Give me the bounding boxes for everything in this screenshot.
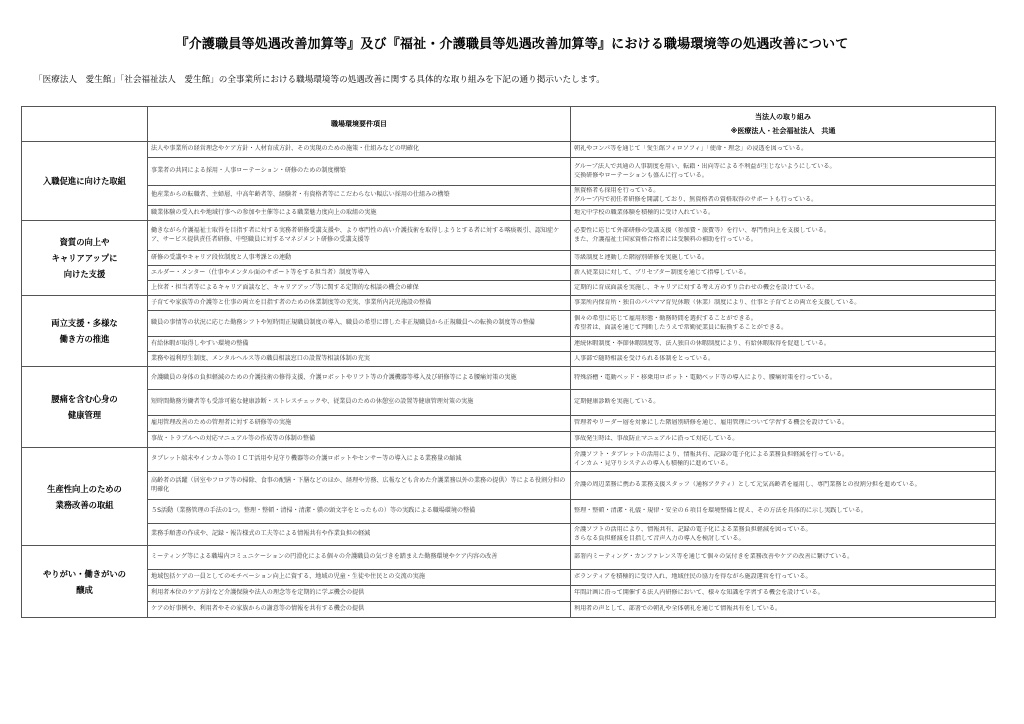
table-row: [22, 432, 996, 448]
category-cell: 腰痛を含む心身の 健康管理: [22, 367, 148, 448]
requirement-cell: 職業体験の受入れや地域行事への参加や主催等による職業魅力度向上の取組の実施: [148, 206, 571, 221]
effort-line: 個々の希望に応じて雇用形態・勤務時間を選択することができる。: [574, 315, 757, 323]
effort-line: 部署内ミーティング・カンファレンス等を通じて個々の気付きを業務改善やケアの改善に繋げている。: [574, 553, 854, 561]
effort-cell: [571, 432, 996, 448]
effort-cell: [571, 546, 996, 570]
header-category: [22, 107, 148, 142]
effort-line: グループ内で初任者研修を開講しており、無資格者の資格取得のサポートも行っている。: [574, 195, 818, 203]
table-row: [22, 337, 996, 352]
table-row: [22, 602, 996, 618]
effort-line: 年間計画に沿って開催する法人内研修において、様々な知識を学習する機会を設けている。: [574, 589, 824, 597]
table-row: [22, 206, 996, 221]
table-header-row: [22, 107, 996, 142]
effort-cell: [571, 500, 996, 524]
effort-line: 管理者やリーダー層を対象にした階層別研修を通じ、雇用管理について学習する機会を設けている。: [574, 419, 849, 427]
requirement-cell: 研修の受講やキャリア段位制度と人事考課との連動: [148, 251, 571, 266]
effort-line: 無資格者も採用を行っている。: [574, 187, 660, 195]
table-row: [22, 352, 996, 367]
requirement-cell: 職員の事情等の状況に応じた勤務シフトや短時間正規職員制度の導入、職員の希望に即した非正規職員から正規職員への転換の制度等の整備: [148, 311, 571, 337]
effort-line: 連続休暇制度・季節休暇制度等、法人独自の休暇制度により、有給休暇取得を促進している。: [574, 339, 830, 347]
table-row: [22, 570, 996, 586]
requirement-cell: 業務や福利厚生制度、メンタルヘルス等の職員相談窓口の設置等相談体制の充実: [148, 352, 571, 367]
effort-line: 定期的に育成面談を実施し、キャリアに対する考え方のすり合わせの機会を設けている。: [574, 283, 818, 291]
effort-cell: [571, 337, 996, 352]
requirement-cell: 法人や事業所の経営理念やケア方針・人材育成方針、その実現のための施策・仕組みなどの明確化: [148, 142, 571, 158]
requirement-cell: 地域包括ケアの一員としてのモチベーション向上に資する、地域の児童・生徒や住民との交流の実施: [148, 570, 571, 586]
requirement-cell: 有給休暇が取得しやすい環境の整備: [148, 337, 571, 352]
requirement-cell: 雇用管理改善のための管理者に対する研修等の実施: [148, 416, 571, 432]
requirement-cell: エルダー・メンター（仕事やメンタル面のサポート等をする担当者）制度等導入: [148, 266, 571, 281]
effort-cell: [571, 586, 996, 602]
effort-line: 地元中学校の職業体験を積極的に受け入れている。: [574, 208, 715, 216]
effort-cell: [571, 416, 996, 432]
effort-line: また、介護福祉士国家資格合格者には受験料の補助を行っている。: [574, 235, 757, 243]
effort-cell: [571, 186, 996, 206]
effort-line: 交換研修やローテーションも盛んに行っている。: [574, 171, 708, 179]
table-row: [22, 390, 996, 416]
effort-line: 新入従業員に対して、プリセプター制度を通じて指導している。: [574, 268, 750, 276]
effort-line: ボランティアを積極的に受け入れ、地域住民の協力を得ながら施設運営を行っている。: [574, 573, 812, 581]
requirement-cell: 子育てや家族等の介護等と仕事の両立を目指す者のための休業制度等の充実、事業所内託児施設の整備: [148, 296, 571, 311]
table-row: [22, 251, 996, 266]
effort-line: 介護ソフトの活用により、情報共有、記録の電子化による業務負担軽減を図っている。: [574, 526, 812, 534]
effort-line: 事業所内保育所・独自のパパママ育児休暇（休業）制度により、仕事と子育てとの両立を支援している。: [574, 298, 861, 306]
requirement-cell: 働きながら介護福祉士取得を目指す者に対する実務者研修受講支援や、より専門性の高い介護技術を取得しようとする者に対する喀痰吸引、認知症ケア、サービス提供責任者研修、中堅職員に対するマネジメント研修の受講支援等: [148, 221, 571, 251]
effort-line: 介護の周辺業務に携わる業務支援スタッフ（通称アクティ）として元気高齢者を雇用し、専門業務との役割分担を進めている。: [574, 481, 921, 489]
effort-line: 整理・整頓・清潔・礼儀・規律・安全の６項目を環境整備と捉え、その方法を具体的に示し実践している。: [574, 507, 867, 515]
requirement-cell: ミーティング等による職場内コミュニケーションの円滑化による個々の介護職員の気づきを踏まえた勤務環境やケア内容の改善: [148, 546, 571, 570]
effort-cell: [571, 352, 996, 367]
category-cell: 生産性向上のための 業務改善の取組: [22, 448, 148, 546]
effort-line: 特殊浴槽・電動ベッド・移乗用ロボット・電動ベッド等の導入により、腰痛対策を行っている。: [574, 373, 837, 381]
requirement-cell: 介護職員の身体の負担軽減のための介護技術の修得支援、介護ロボットやリフト等の介護機器等導入及び研修等による腰痛対策の実施: [148, 367, 571, 390]
effort-line: 人事部で随時相談を受けられる体制をとっている。: [574, 354, 715, 362]
effort-line: さらなる負担軽減を目指して音声入力の導入を検討している。: [574, 534, 745, 542]
effort-line: 事故発生時は、事故防止マニュアルに沿って対応している。: [574, 435, 739, 443]
page-title: 『介護職員等処遇改善加算等』及び『福祉・介護職員等処遇改善加算等』における職場環境等の処遇改善について: [175, 37, 849, 52]
effort-cell: [571, 524, 996, 546]
effort-cell: [571, 221, 996, 251]
table-row: [22, 158, 996, 186]
effort-cell: [571, 281, 996, 296]
table-row: [22, 416, 996, 432]
effort-cell: [571, 367, 996, 390]
effort-cell: [571, 472, 996, 500]
effort-cell: [571, 448, 996, 472]
requirement-cell: 上位者・担当者等によるキャリア面談など、キャリアアップ等に関する定期的な相談の機会の確保: [148, 281, 571, 296]
requirement-cell: 高齢者の活躍（居室やフロア等の掃除、食事の配膳・下膳などのほか、経理や労務、広報なども含めた介護業務以外の業務の提供）等による役割分担の明確化: [148, 472, 571, 500]
effort-line: 等級制度と連動した階層別研修を実施している。: [574, 253, 709, 261]
requirement-cell: 利用者本位のケア方針など介護保険や法人の理念等を定期的に学ぶ機会の提供: [148, 586, 571, 602]
header-requirement: 職場環境要件項目: [148, 107, 571, 142]
effort-line: 介護ソフト・タブレットの活用により、情報共有、記録の電子化による業務負担軽減を行っている。: [574, 451, 848, 459]
table-row: [22, 367, 996, 390]
effort-cell: [571, 390, 996, 416]
effort-cell: [571, 158, 996, 186]
requirement-cell: 事業者の共同による採用・人事ローテーション・研修のための制度構築: [148, 158, 571, 186]
header-effort-line1: 当法人の取り組み: [755, 112, 811, 121]
requirement-cell: 事故・トラブルへの対応マニュアル等の作成等の体制の整備: [148, 432, 571, 448]
improvement-table: [21, 106, 996, 618]
table-row: [22, 142, 996, 158]
table-row: [22, 524, 996, 546]
table-row: [22, 221, 996, 251]
effort-cell: [571, 570, 996, 586]
header-effort: [571, 107, 996, 142]
effort-line: 希望者は、面談を通じて判断したうえで常勤従業員に転換することができる。: [574, 323, 788, 331]
category-cell: 両立支援・多様な 働き方の推進: [22, 296, 148, 367]
table-row: [22, 546, 996, 570]
category-cell: 資質の向上や キャリアアップに 向けた支援: [22, 221, 148, 296]
table-row: [22, 500, 996, 524]
effort-cell: [571, 296, 996, 311]
effort-cell: [571, 311, 996, 337]
category-cell: やりがい・働きがいの 醸成: [22, 546, 148, 618]
effort-line: グループ法人で共通の人事制度を用い、転籍・出向等による不利益が生じないようにしている。: [574, 163, 836, 171]
page-subtitle: 「医療法人 愛生館」「社会福祉法人 愛生館」の全事業所における職場環境等の処遇改善に関する具体的な取り組みを下記の通り掲示いたします。: [34, 75, 605, 85]
effort-line: 必要性に応じて外部研修の受講支援（参加費・旅費等）を行い、専門性向上を支援している。: [574, 227, 830, 235]
effort-cell: [571, 602, 996, 618]
table-row: [22, 281, 996, 296]
effort-cell: [571, 266, 996, 281]
requirement-cell: 他産業からの転職者、主婦層、中高年齢者等、経験者・有資格者等にこだわらない幅広い採用の仕組みの構築: [148, 186, 571, 206]
requirement-cell: ケアの好事例や、利用者やその家族からの謝意等の情報を共有する機会の提供: [148, 602, 571, 618]
requirement-cell: ５S活動（業務管理の手法の1つ。整理・整頓・清掃・清潔・躾の頭文字をとったもの）等の実践による職場環境の整備: [148, 500, 571, 524]
requirement-cell: 業務手順書の作成や、記録・報告様式の工夫等による情報共有や作業負担の軽減: [148, 524, 571, 546]
table-row: [22, 266, 996, 281]
table-row: [22, 586, 996, 602]
effort-cell: [571, 206, 996, 221]
table-row: [22, 186, 996, 206]
effort-line: インカム・見守りシステムの導入も積極的に進めている。: [574, 459, 732, 467]
table-body: [22, 142, 996, 618]
requirement-cell: 短時間勤務労働者等も受診可能な健康診断・ストレスチェックや、従業員のための休憩室の設置等健康管理対策の実施: [148, 390, 571, 416]
effort-cell: [571, 251, 996, 266]
category-cell: 入職促進に向けた取組: [22, 142, 148, 221]
effort-line: 定期健康診断を実施している。: [574, 398, 660, 406]
requirement-cell: タブレット端末やインカム等のＩＣＴ活用や見守り機器等の介護ロボットやセンサー等の導入による業務量の縮減: [148, 448, 571, 472]
effort-line: 利用者の声として、部署での朝礼や全体朝礼を通じて情報共有をしている。: [574, 605, 782, 613]
table-row: [22, 472, 996, 500]
effort-cell: [571, 142, 996, 158]
table-row: [22, 448, 996, 472]
table-row: [22, 311, 996, 337]
header-effort-line2: ※医療法人・社会福祉法人 共通: [730, 127, 836, 135]
effort-line: 朝礼やコンパ等を通じて「愛生館フィロソフィ」「使命・理念」の浸透を図っている。: [574, 145, 808, 153]
table-row: [22, 296, 996, 311]
